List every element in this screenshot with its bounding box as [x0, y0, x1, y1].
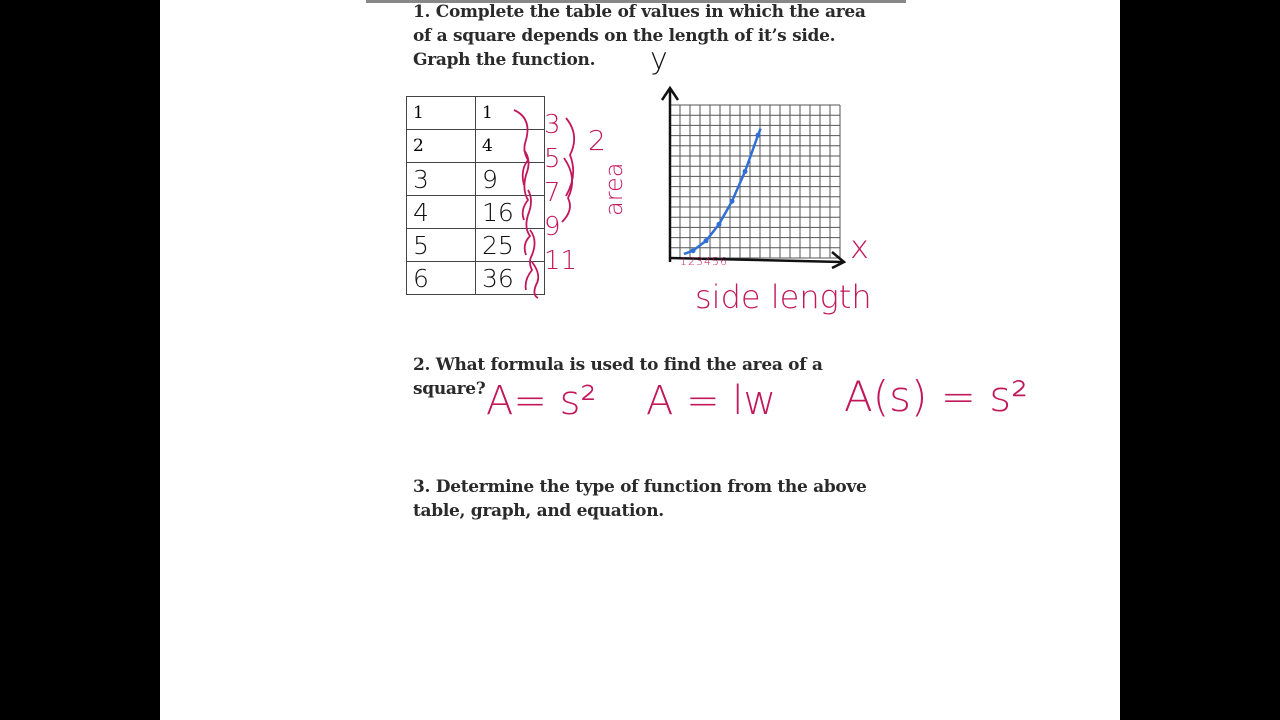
cell: 4: [407, 196, 476, 229]
diff: 5: [544, 144, 561, 174]
cell: 25: [476, 229, 545, 262]
cell: 16: [476, 196, 545, 229]
diff: 3: [544, 110, 561, 140]
x-axis-title: side length: [695, 278, 872, 316]
diff: 9: [544, 212, 561, 242]
cell: 4: [476, 130, 545, 163]
question-3: [413, 475, 867, 523]
q1-line1: 1. Complete the table of values in which the area: [413, 2, 866, 22]
data-point: [730, 199, 735, 204]
q2-line2: square?: [413, 379, 486, 399]
q2-line1: 2. What formula is used to find the area of a: [413, 355, 823, 375]
cell: 3: [407, 163, 476, 196]
cell: 36: [476, 262, 545, 295]
graph-grid: [670, 105, 840, 258]
x-axis-label: x: [850, 228, 869, 266]
cell: 6: [407, 262, 476, 295]
cell: 9: [476, 163, 545, 196]
answer-formula-2: A = lw: [646, 378, 777, 424]
answer-formula-1: A= s²: [486, 378, 597, 424]
data-point: [691, 248, 696, 253]
q1-line3: Graph the function.: [413, 50, 596, 70]
cell: 1: [476, 97, 545, 130]
cell: 5: [407, 229, 476, 262]
y-axis-title: area: [600, 162, 628, 216]
data-point: [756, 133, 761, 138]
cell: 2: [407, 130, 476, 163]
data-point: [717, 222, 722, 227]
data-point: [743, 169, 748, 174]
q3-line1: 3. Determine the type of function from the above: [413, 477, 867, 497]
data-point: [704, 238, 709, 243]
quadratic-curve: [684, 129, 761, 254]
q3-line2: table, graph, and equation.: [413, 501, 664, 521]
first-differences: [544, 108, 577, 278]
worksheet-page: [160, 0, 1120, 720]
q1-line2: of a square depends on the length of it’s side.: [413, 26, 836, 46]
second-difference: 2: [588, 124, 606, 157]
y-axis-label: y: [650, 42, 668, 77]
x-tick-labels: 123456: [680, 255, 728, 268]
diff: 11: [544, 246, 578, 276]
answer-formula-3: A(s) = s²: [844, 372, 1028, 421]
cell: 1: [407, 97, 476, 130]
diff: 7: [544, 178, 561, 208]
